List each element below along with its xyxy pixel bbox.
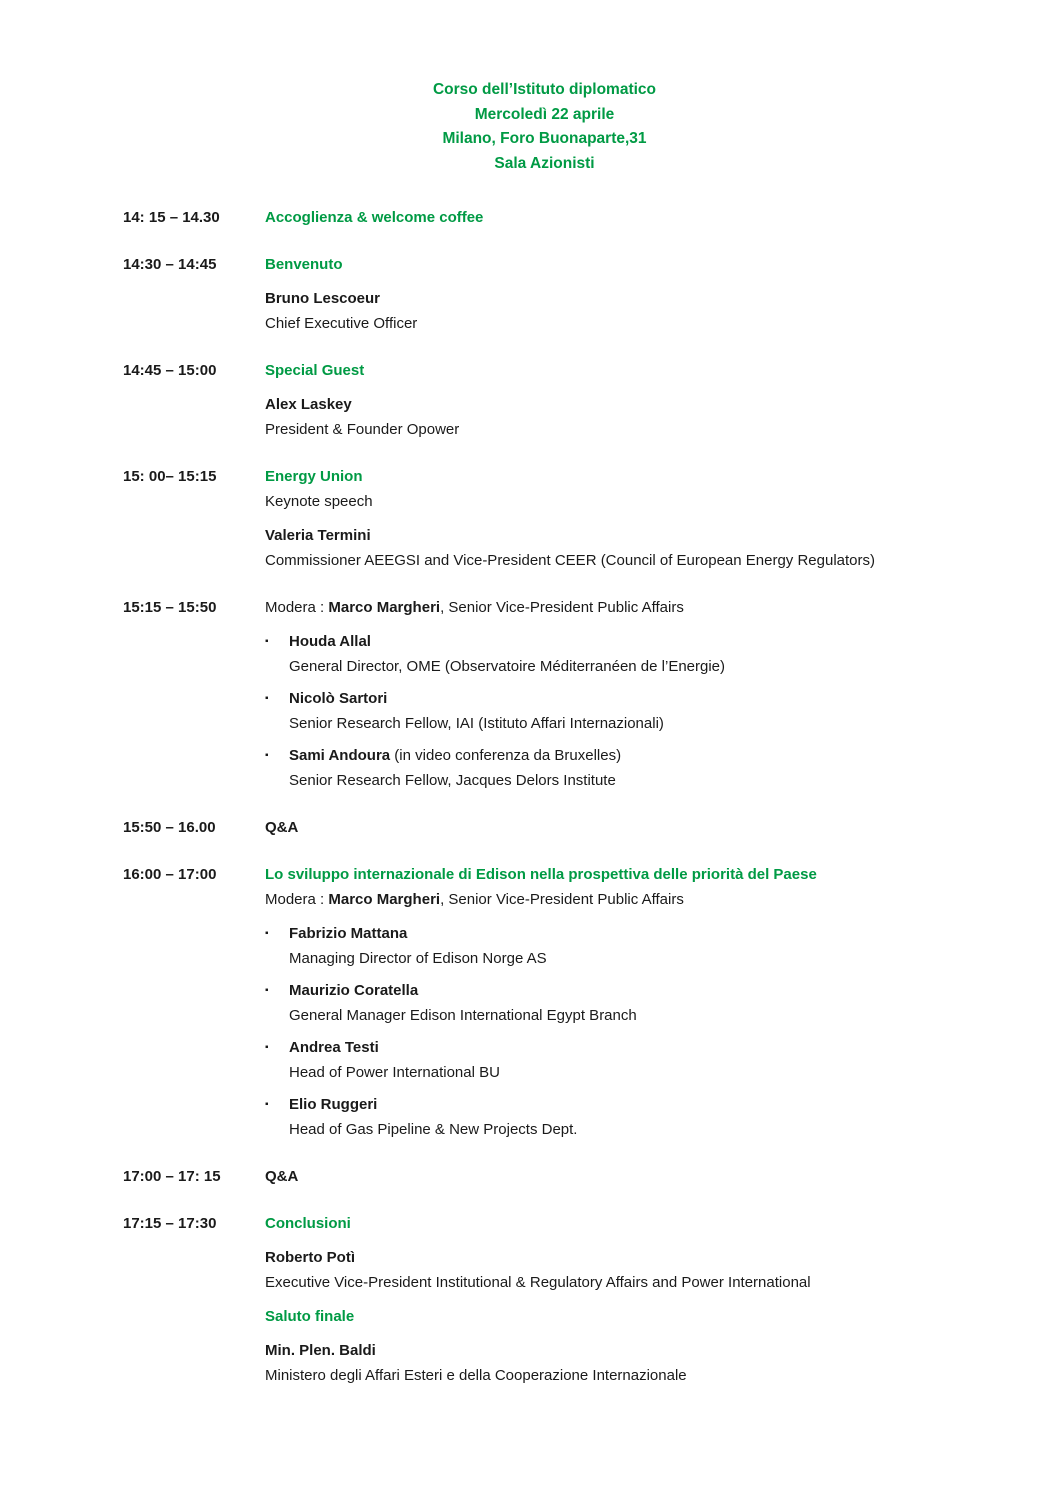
person-name: Min. Plen. Baldi — [265, 1342, 376, 1359]
session-time: 15:50 – 16.00 — [123, 819, 216, 836]
session-content — [265, 862, 966, 1142]
session-title-block — [265, 252, 966, 277]
bullet-icon: ▪ — [265, 928, 269, 939]
bullet-icon: ▪ — [265, 693, 269, 704]
session-time: 15:15 – 15:50 — [123, 599, 217, 616]
session-content — [265, 358, 966, 442]
session-row — [123, 358, 966, 442]
speaker-list — [265, 629, 966, 793]
bullet-icon: ▪ — [265, 985, 269, 996]
session-title-block — [265, 464, 966, 514]
moderator-name: Marco Margheri — [328, 599, 441, 616]
bullet-icon: ▪ — [265, 636, 269, 647]
person-block — [265, 286, 966, 336]
speaker-item — [265, 1035, 966, 1085]
speaker-name-line — [289, 743, 966, 768]
speaker-name: Fabrizio Mattana — [289, 925, 408, 942]
session-content — [265, 464, 966, 573]
speaker-name-note: (in video conferenza da Bruxelles) — [390, 747, 622, 764]
speaker-item — [265, 921, 966, 971]
speaker-text — [289, 921, 966, 971]
speaker-name-line — [289, 978, 966, 1003]
speaker-role: Senior Research Fellow, IAI (Istituto Affari Internazionali) — [289, 715, 664, 732]
speaker-item — [265, 1092, 966, 1142]
speaker-item — [265, 629, 966, 679]
session-row — [123, 205, 966, 230]
session-row — [123, 464, 966, 573]
session-content — [265, 252, 966, 336]
session-title: Special Guest — [265, 362, 365, 379]
session-content — [265, 815, 966, 840]
person-block — [265, 523, 966, 573]
speaker-role: General Director, OME (Observatoire Méditerranéen de l’Energie) — [289, 658, 726, 675]
person-role: President & Founder Opower — [265, 421, 460, 438]
speaker-list — [265, 921, 966, 1142]
session-row — [123, 595, 966, 793]
session-title: Saluto finale — [265, 1308, 355, 1325]
header-line-room: Sala Azionisti — [494, 154, 595, 172]
speaker-role: Senior Research Fellow, Jacques Delors Institute — [289, 772, 616, 789]
bullet-icon: ▪ — [265, 1099, 269, 1110]
session-row — [123, 862, 966, 1142]
session-time: 17:15 – 17:30 — [123, 1215, 217, 1232]
speaker-text — [289, 629, 966, 679]
speaker-text — [289, 686, 966, 736]
person-name: Valeria Termini — [265, 527, 371, 544]
session-title: Conclusioni — [265, 1215, 351, 1232]
moderator-prefix: Modera : — [265, 599, 329, 616]
person-block — [265, 1245, 966, 1295]
session-title-block — [265, 862, 966, 887]
moderator-name: Marco Margheri — [328, 891, 441, 908]
session-time: 15: 00– 15:15 — [123, 468, 217, 485]
speaker-item — [265, 743, 966, 793]
moderator-suffix: , Senior Vice-President Public Affairs — [440, 599, 684, 616]
speaker-item — [265, 978, 966, 1028]
session-content — [265, 205, 966, 230]
speaker-name-line — [289, 1035, 966, 1060]
speaker-name: Sami Andoura — [289, 747, 391, 764]
speaker-name: Houda Allal — [289, 633, 371, 650]
session-content — [265, 1164, 966, 1189]
moderator-prefix: Modera : — [265, 891, 329, 908]
qa-label: Q&A — [265, 1168, 299, 1185]
speaker-role: Managing Director of Edison Norge AS — [289, 950, 547, 967]
header-line-title: Corso dell’Istituto diplomatico — [432, 81, 657, 98]
bullet-icon: ▪ — [265, 750, 269, 761]
speaker-name: Andrea Testi — [289, 1039, 379, 1056]
speaker-name: Nicolò Sartori — [289, 690, 388, 707]
session-content — [265, 1211, 966, 1388]
session-time: 17:00 – 17: 15 — [123, 1168, 221, 1185]
person-role: Ministero degli Affari Esteri e della Cooperazione Internazionale — [265, 1367, 687, 1384]
speaker-item — [265, 686, 966, 736]
person-role: Chief Executive Officer — [265, 315, 418, 332]
speaker-text — [289, 743, 966, 793]
speaker-name: Elio Ruggeri — [289, 1096, 378, 1113]
speaker-name: Maurizio Coratella — [289, 982, 419, 999]
bullet-icon: ▪ — [265, 1042, 269, 1053]
session-row — [123, 1211, 966, 1388]
person-name: Alex Laskey — [265, 396, 352, 413]
session-title-block — [265, 1304, 966, 1329]
header-line-address: Milano, Foro Buonaparte,31 — [442, 130, 647, 147]
session-subtitle: Keynote speech — [265, 493, 373, 510]
person-name: Roberto Potì — [265, 1249, 355, 1266]
session-title: Accoglienza & welcome coffee — [265, 209, 484, 226]
session-title: Benvenuto — [265, 256, 343, 273]
speaker-role: Head of Power International BU — [289, 1064, 500, 1081]
session-title: Lo sviluppo internazionale di Edison nella prospettiva delle priorità del Paese — [265, 866, 817, 883]
session-row — [123, 1164, 966, 1189]
session-row — [123, 252, 966, 336]
qa-label: Q&A — [265, 819, 299, 836]
session-content — [265, 595, 966, 793]
person-name: Bruno Lescoeur — [265, 290, 381, 307]
speaker-name-line — [289, 1092, 966, 1117]
session-time: 14:45 – 15:00 — [123, 362, 217, 379]
speaker-text — [289, 978, 966, 1028]
speaker-role: General Manager Edison International Egypt Branch — [289, 1007, 637, 1024]
header-line-date: Mercoledì 22 aprile — [474, 105, 615, 123]
session-time: 16:00 – 17:00 — [123, 866, 217, 883]
session-time: 14:30 – 14:45 — [123, 256, 217, 273]
session-time: 14: 15 – 14.30 — [123, 209, 220, 226]
speaker-text — [289, 1035, 966, 1085]
speaker-text — [289, 1092, 966, 1142]
speaker-role: Head of Gas Pipeline & New Projects Dept. — [289, 1121, 578, 1138]
document-header — [123, 78, 966, 176]
session-title: Energy Union — [265, 468, 363, 485]
moderator-suffix: , Senior Vice-President Public Affairs — [440, 891, 684, 908]
person-block — [265, 1338, 966, 1388]
moderator-line — [265, 887, 966, 912]
person-role: Executive Vice-President Institutional & Regulatory Affairs and Power International — [265, 1274, 811, 1291]
session-title-block — [265, 358, 966, 383]
session-title-block — [265, 205, 966, 230]
moderator-line — [265, 595, 966, 620]
speaker-name-line — [289, 921, 966, 946]
person-block — [265, 392, 966, 442]
session-title-block — [265, 1211, 966, 1236]
speaker-name-line — [289, 629, 966, 654]
person-role: Commissioner AEEGSI and Vice-President CEER (Council of European Energy Regulators) — [265, 552, 876, 569]
speaker-name-line — [289, 686, 966, 711]
session-row — [123, 815, 966, 840]
schedule — [123, 205, 966, 1388]
